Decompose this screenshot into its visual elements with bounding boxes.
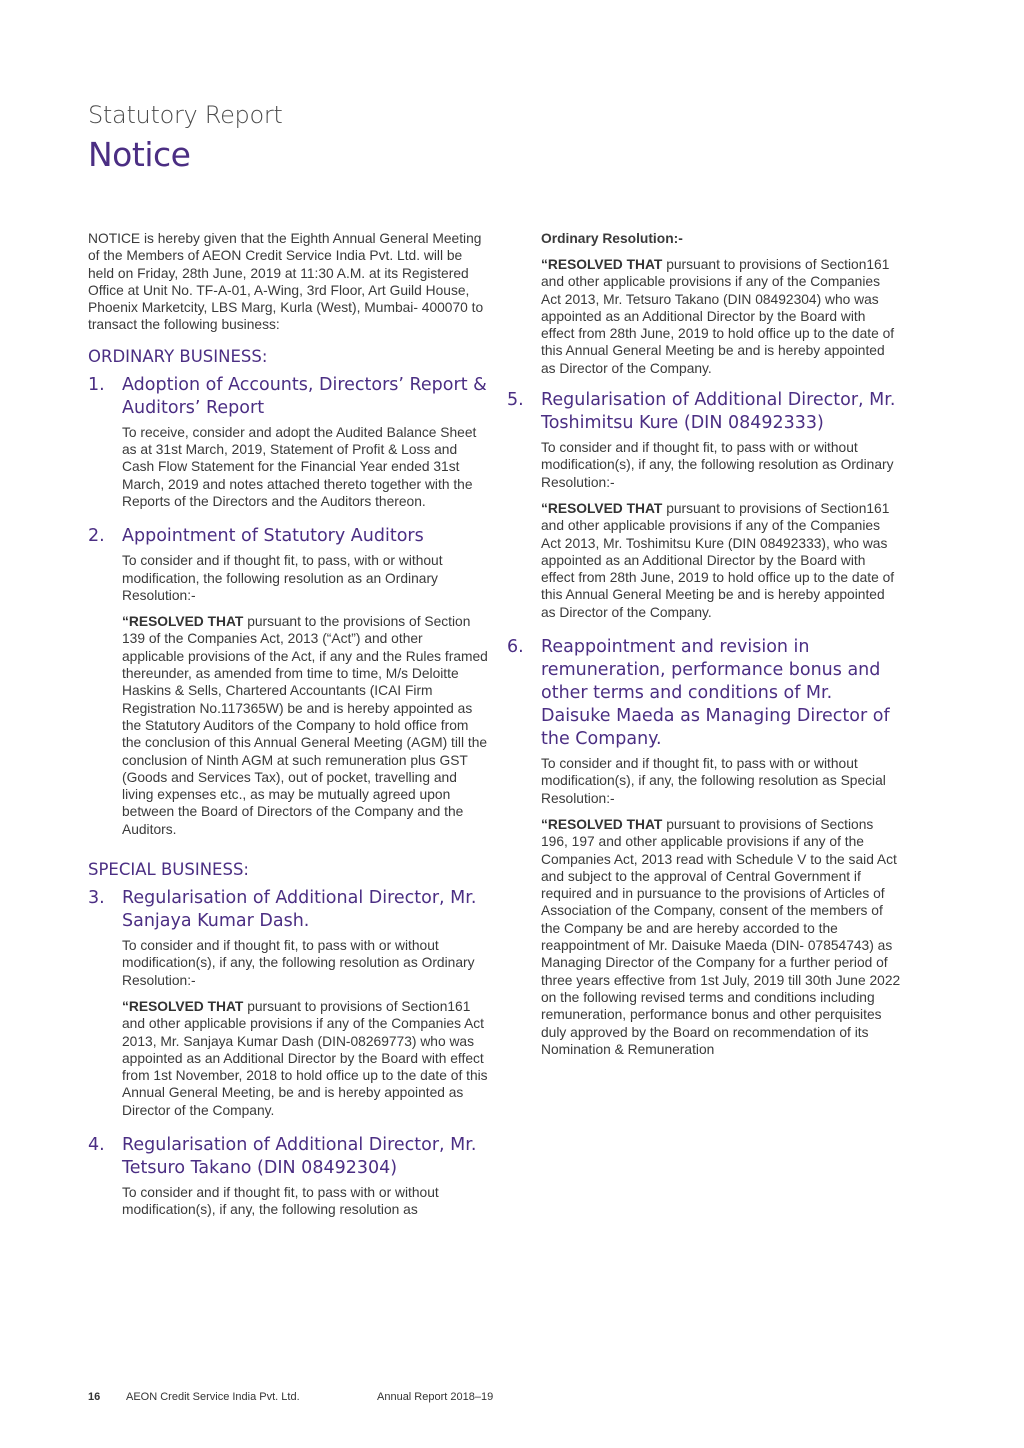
item-text: To consider and if thought fit, to pass, with or without modification, the following resolution as an Ordinary Resolution:- bbox=[122, 553, 443, 603]
item-5 bbox=[507, 389, 902, 630]
item-1 bbox=[88, 374, 488, 519]
item-number: 2. bbox=[88, 526, 105, 547]
page-footer bbox=[88, 1391, 493, 1403]
item-text: To consider and if thought fit, to pass with or without modification(s), if any, the following resolution as bbox=[122, 1184, 439, 1218]
item-number: 1. bbox=[88, 374, 105, 395]
resolved-label: “RESOLVED THAT bbox=[122, 614, 244, 630]
page-header bbox=[88, 100, 283, 176]
resolved-label: “RESOLVED THAT bbox=[122, 998, 244, 1014]
item-number: 4. bbox=[88, 1134, 105, 1155]
item-text: To consider and if thought fit, to pass with or without modification(s), if any, the following resolution as Ordinary Resolution:- bbox=[122, 938, 475, 988]
resolution-text: “RESOLVED THAT pursuant to provisions of Section161 and other applicable provisions if any of the Companies Act 2013, Mr. Toshimitsu Kure (DIN 08492333), who was appointed as an Additional Director by the Board with effect from 28th June, 2019 to hold office up to the date of this Annual General Meeting be and is hereby appointed as Director of the Company. bbox=[541, 500, 895, 620]
item-6 bbox=[507, 636, 902, 1067]
resolution-text: “RESOLVED THAT pursuant to provisions of Sections 196, 197 and other applicable provisions if any of the Companies Act, 2013 read with Schedule V to the said Act and subject to the approval of Central Government if required and in pursuance to the provisions of Articles of Association of the Company, consent of the members of the Company be and are hereby accorded to the reappointment of Mr. Daisuke Maeda (DIN- 07854743) as Managing Director of the Company for a further period of three years effective from 1st July, 2019 till 30th June 2022 on the following revised terms and conditions including remuneration, performance bonus and other perquisites duly approved by the Board on recommendation of its Nomination & Remuneration bbox=[541, 816, 901, 1057]
resolution-text: “RESOLVED THAT pursuant to the provisions of Section 139 of the Companies Act, 2013 (“Act”) and other applicable provisions of the Act, if any and the Rules framed thereunder, as amended from time to time, M/s Deloitte Haskins & Sells, Chartered Accountants (ICAI Firm Registration No.117365W) be and is hereby appointed as the Statutory Auditors of the Company to hold office from the conclusion of this Annual General Meeting (AGM) till the conclusion of Ninth AGM at such remuneration plus GST (Goods and Services Tax), out of pocket, travelling and living expenses etc., as may be mutually agreed upon between the Board of Directors of the Company and the Auditors. bbox=[122, 614, 488, 837]
ordinary-business-heading: ORDINARY BUSINESS: bbox=[88, 346, 268, 366]
item-title: Appointment of Statutory Auditors bbox=[122, 526, 424, 547]
section-label: Statutory Report bbox=[88, 101, 283, 129]
right-column bbox=[507, 230, 902, 1067]
footer-report: Annual Report 2018–19 bbox=[377, 1391, 494, 1403]
ordinary-resolution-label: Ordinary Resolution:- bbox=[541, 231, 683, 246]
item-title: Regularisation of Additional Director, Mr. Sanjaya Kumar Dash. bbox=[122, 888, 477, 932]
page-title: Notice bbox=[88, 135, 191, 174]
footer-company: AEON Credit Service India Pvt. Ltd. bbox=[126, 1391, 300, 1403]
item-text: To receive, consider and adopt the Audited Balance Sheet as at 31st March, 2019, Statement of Profit & Loss and Cash Flow Statement for the Financial Year ended 31st March, 2019 and notes attached thereto together with the Reports of the Directors and the Auditors thereon. bbox=[122, 424, 477, 509]
special-business-heading: SPECIAL BUSINESS: bbox=[88, 860, 249, 880]
item-title: Regularisation of Additional Director, Mr. Tetsuro Takano (DIN 08492304) bbox=[122, 1134, 477, 1178]
page-number: 16 bbox=[88, 1391, 101, 1403]
item-4 bbox=[88, 1134, 488, 1228]
item-4-continued bbox=[507, 230, 902, 377]
resolution-text: “RESOLVED THAT pursuant to provisions of Section161 and other applicable provisions if any of the Companies Act 2013, Mr. Tetsuro Takano (DIN 08492304) who was appointed as an Additional Director by the Board with effect from 28th June, 2019 to hold office up to the date of this Annual General Meeting be and is hereby appointed as Director of the Company. bbox=[541, 257, 895, 376]
resolved-label: “RESOLVED THAT bbox=[541, 257, 663, 272]
item-text: To consider and if thought fit, to pass with or without modification(s), if any, the following resolution as Ordinary Resolution:- bbox=[541, 440, 894, 490]
item-title: Regularisation of Additional Director, Mr. Toshimitsu Kure (DIN 08492333) bbox=[541, 390, 896, 434]
resolved-label: “RESOLVED THAT bbox=[541, 500, 663, 516]
item-number: 6. bbox=[507, 637, 524, 658]
left-column bbox=[88, 230, 488, 1228]
resolved-label: “RESOLVED THAT bbox=[541, 816, 663, 832]
item-number: 5. bbox=[507, 390, 524, 411]
item-number: 3. bbox=[88, 888, 105, 909]
item-text: To consider and if thought fit, to pass with or without modification(s), if any, the following resolution as Special Resolution:- bbox=[541, 756, 886, 806]
item-2 bbox=[88, 525, 488, 847]
item-title: Reappointment and revision in remuneration, performance bonus and other terms and conditions of Mr. Daisuke Maeda as Managing Director of the Company. bbox=[541, 637, 890, 750]
item-3 bbox=[88, 887, 488, 1128]
item-title: Adoption of Accounts, Directors’ Report & Auditors’ Report bbox=[122, 374, 487, 418]
intro-paragraph: NOTICE is hereby given that the Eighth Annual General Meeting of the Members of AEON Credit Service India Pvt. Ltd. will be held on Friday, 28th June, 2019 at 11:30 A.M. at its Registered Office at Unit No. TF-A-01, A-Wing, 3rd Floor, Art Guild House, Phoenix Marketcity, LBS Marg, Kurla (West), Mumbai- 400070 to transact the following business: bbox=[88, 231, 484, 333]
resolution-text: “RESOLVED THAT pursuant to provisions of Section161 and other applicable provisions if any of the Companies Act 2013, Mr. Sanjaya Kumar Dash (DIN-08269773) who was appointed as an Additional Director by the Board with effect from 1st November, 2018 to hold office up to the date of this Annual General Meeting, be and is hereby appointed as Director of the Company. bbox=[122, 998, 488, 1118]
